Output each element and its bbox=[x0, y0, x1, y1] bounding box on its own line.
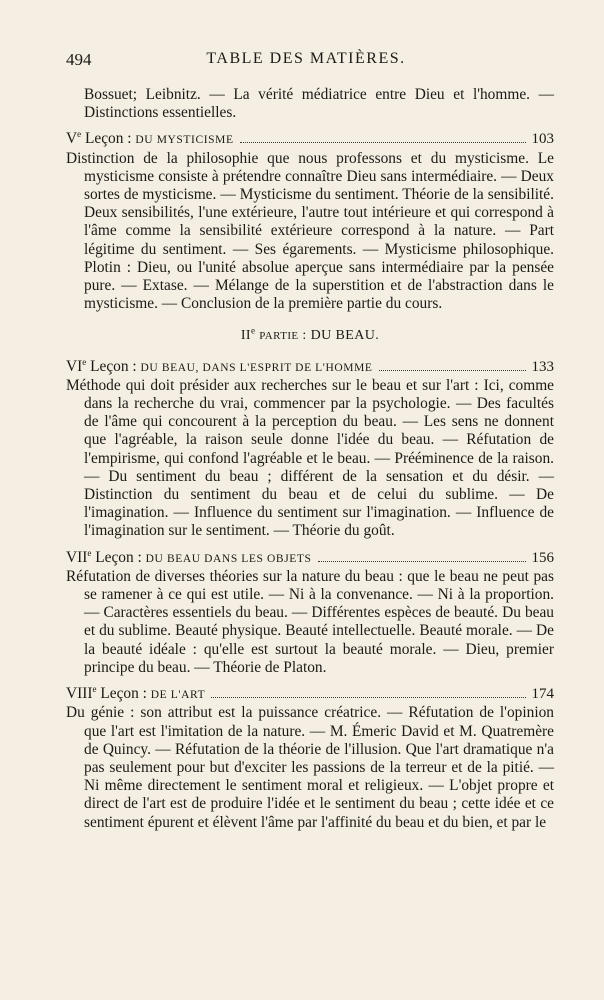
leader-dots bbox=[211, 687, 525, 698]
table-of-contents bbox=[66, 86, 554, 832]
lesson-heading bbox=[66, 130, 554, 149]
lesson-number: VI bbox=[66, 357, 83, 375]
leader-dots bbox=[379, 360, 526, 371]
lesson-title bbox=[66, 358, 373, 377]
lesson-sup: e bbox=[87, 547, 92, 558]
part-label: PARTIE bbox=[259, 330, 299, 343]
running-title: TABLE DES MATIÈRES. bbox=[206, 50, 406, 67]
page-header bbox=[66, 50, 546, 74]
lesson-page: 103 bbox=[531, 131, 554, 148]
lesson-title bbox=[66, 685, 205, 704]
lesson-sup: e bbox=[77, 129, 82, 140]
lesson-label: Leçon : bbox=[86, 357, 141, 375]
lesson-heading bbox=[66, 549, 554, 568]
lesson-name: DU MYSTICISME bbox=[135, 134, 234, 147]
leader-dots bbox=[240, 132, 526, 143]
part-number: II bbox=[240, 328, 251, 344]
lesson-page: 133 bbox=[531, 358, 554, 375]
part-heading bbox=[66, 327, 554, 345]
lesson-title bbox=[66, 549, 312, 568]
lesson-number: V bbox=[66, 130, 78, 148]
lesson-sup: e bbox=[92, 683, 97, 694]
part-sup: e bbox=[250, 325, 256, 336]
lesson-number: VIII bbox=[66, 685, 93, 703]
lesson-sup: e bbox=[82, 356, 87, 367]
lesson-name: DU BEAU, DANS L'ESPRIT DE L'HOMME bbox=[140, 361, 373, 374]
lesson-page: 174 bbox=[531, 686, 554, 703]
lesson-summary: Distinction de la philosophie que nous professons et du mysticisme. Le mysticisme consiste à prétendre connaître Dieu sans intermédiaire. — Deux sortes de mysticisme. — Mysticisme du sentiment. Théorie de la sensibilité. Deux sensibilités, l'une extérieure, l'autre tout intérieure et qui correspond à l'âme comme la sensibilité extérieure correspond à la nature. — Part légitime du sentiment. — Ses égarements. — Mysticisme philosophique. Plotin : Dieu, ou l'unité absolue aperçue sans intermédiaire par la pensée pure. — Extase. — Mélange de la superstition et de l'abstraction dans le mysticisme. — Conclusion de la première partie du cours. bbox=[66, 149, 554, 313]
leader-dots bbox=[318, 551, 526, 562]
page-number: 494 bbox=[66, 50, 92, 69]
lesson-heading bbox=[66, 685, 554, 704]
lesson-label: Leçon : bbox=[96, 685, 151, 703]
lesson-summary: Du génie : son attribut est la puissance créatrice. — Réfutation de l'opinion que l'art est l'imitation de la nature. — M. Émeric David et M. Quatremère de Quincy. — Réfutation de la théorie de l'illusion. Que l'art dramatique n'a pas seulement pour but d'exciter les passions de la terreur et de la pitié. — Ni même directement le sentiment moral et religieux. — L'objet propre et direct de l'art est de produire l'idée et le sentiment du beau ; cette idée et ce sentiment épurent et élèvent l'âme par l'affinité du beau et du bien, et par le bbox=[66, 704, 554, 831]
lesson-title bbox=[66, 130, 234, 149]
lesson-summary: Méthode qui doit présider aux recherches sur le beau et sur l'art : Ici, comme dans la recherche du vrai, commencer par la psychologie. — Des facultés de l'âme qui concourent à la perception du beau. — Les sens ne donnent que l'agréable, la raison seule donne l'idée du beau. — Réfutation de l'empirisme, qui confond l'agréable et le beau. — Prééminence de la raison. — Du sentiment du beau ; différent de la sensation et du désir. — Distinction du sentiment du beau et de celui du sublime. — De l'imagination. — Influence du sentiment sur l'imagination. — Influence de l'imagination sur le sentiment. — Théorie du goût. bbox=[66, 376, 554, 540]
lesson-label: Leçon : bbox=[81, 130, 136, 148]
lesson-number: VII bbox=[66, 548, 88, 566]
lesson-heading bbox=[66, 358, 554, 377]
lesson-label: Leçon : bbox=[91, 548, 146, 566]
part-title: : DU BEAU. bbox=[302, 328, 380, 344]
lesson-name: DU BEAU DANS LES OBJETS bbox=[145, 552, 312, 565]
intro-text: Bossuet; Leibnitz. — La vérité médiatrice entre Dieu et l'homme. — Distinctions essentielles. bbox=[84, 86, 554, 122]
lesson-name: DE L'ART bbox=[150, 689, 206, 702]
lesson-summary: Réfutation de diverses théories sur la nature du beau : que le beau ne peut pas se ramener à ce qui est utile. — Ni à la convenance. — Ni à la proportion. — Caractères essentiels du beau. — Différentes espèces de beauté. Du beau et du sublime. Beauté physique. Beauté intellectuelle. Beauté morale. — De la beauté idéale : qu'elle est surtout la beauté morale. — Dieu, premier principe du beau. — Théorie de Platon. bbox=[66, 567, 554, 676]
lesson-page: 156 bbox=[531, 549, 554, 566]
